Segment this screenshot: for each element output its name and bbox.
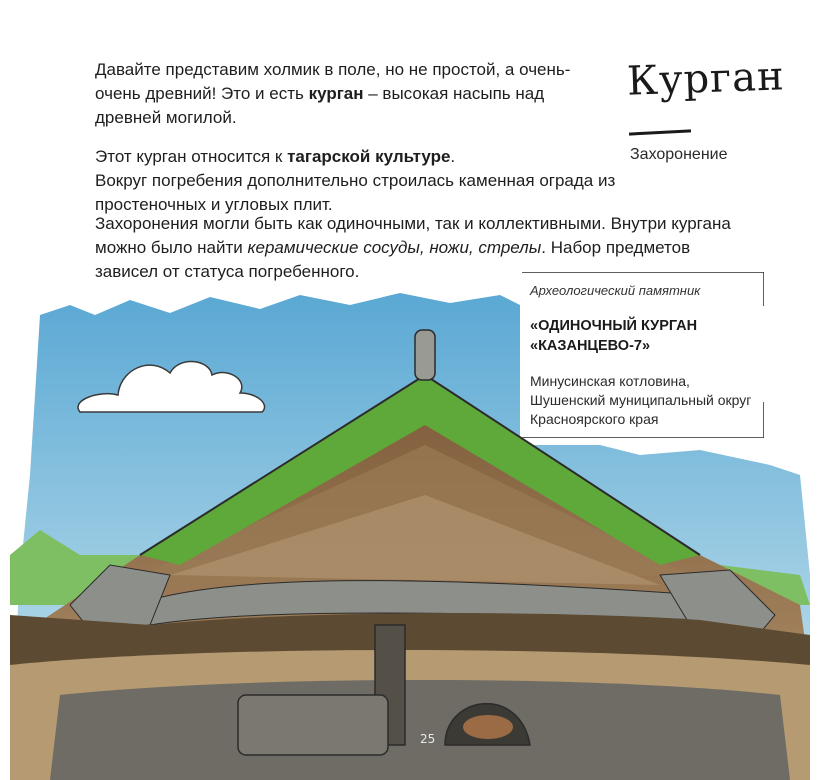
kurgan-term: курган [308, 84, 364, 103]
intro-text: Этот курган относится к [95, 147, 288, 166]
intro-text: . Набор предметов зависел от статуса погребенного. [95, 238, 691, 281]
intro-text: – высокая насыпь над древней могилой. [95, 84, 545, 127]
intro-paragraph-2 [95, 145, 695, 217]
card-type-label: Археологический памятник [530, 283, 701, 298]
monument-name-line: «КАЗАНЦЕВО-7» [530, 338, 651, 354]
intro-text: Давайте представим холмик в поле, но не простой, а очень-очень древний! Это и есть [95, 60, 571, 103]
monument-name [530, 316, 697, 356]
intro-paragraph-1 [95, 58, 615, 130]
monument-name-line: «ОДИНОЧНЫЙ КУРГАН [530, 318, 698, 334]
title-underline [629, 129, 691, 135]
culture-term: тагарской культуре [287, 147, 451, 166]
page-title: Курган [626, 53, 786, 105]
info-card [522, 272, 764, 438]
underground [50, 680, 790, 780]
page-subtitle: Захоронение [630, 146, 728, 163]
burial-chamber [238, 695, 388, 755]
intro-text: Захоронения могли быть как одиночными, так и коллективными. Внутри кургана можно было найти [95, 214, 731, 257]
artifacts-list: керамические сосуды, ножи, стрелы [247, 238, 542, 257]
intro-text: Вокруг погребения дополнительно строилась каменная ограда из простеночных и угловых плит. [95, 171, 616, 214]
intro-text: . [450, 147, 456, 166]
page-number: 25 [420, 732, 436, 746]
monument-location: Минусинская котловина, Шушенский муниципальный округ Красноярского края [530, 373, 752, 427]
stone-statue [415, 330, 435, 380]
animal [463, 715, 513, 739]
